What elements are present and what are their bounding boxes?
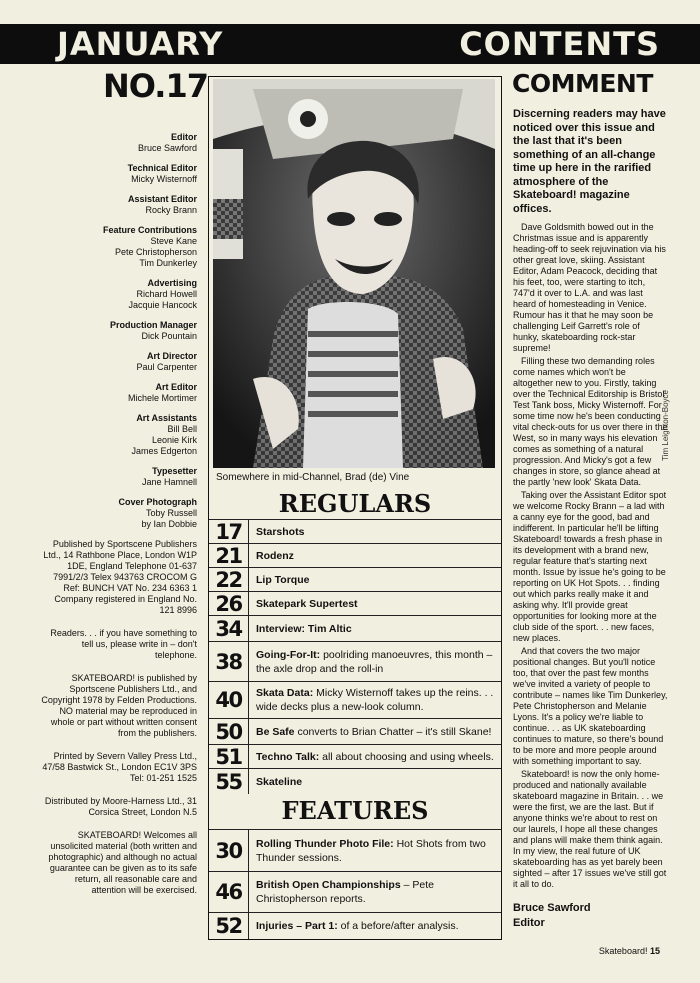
comment-paragraph: Taking over the Assistant Editor spot we welcome Rocky Brann – a lad with a canny eye for the good, bad and indifferent. In particular he'll be lifting Skateboard! towards a fresh phase in its development with a brand new, regular feature that's starting next month. Issue by issue he's going to be reporting on UK Hot Spots. . . finding out which parks really make it and asking why. It'll provide great opportunities for looking more at the club side of the sport. . . new faces, new places. [513,490,667,643]
comment-body [513,222,668,890]
contents-row [209,567,501,591]
page-number: 52 [209,913,249,939]
credit-entry [40,413,197,457]
entry-description: of a before/after analysis. [337,920,459,932]
page-number: 46 [209,872,249,912]
contents-row [209,829,501,871]
contents-entry [249,549,501,563]
skater-photo [213,79,495,468]
entry-description: Micky Wisternoff takes up the reins. . . wide decks plus a new-look column. [256,687,494,713]
credit-role: Technical Editor [127,163,197,173]
entry-title: Rolling Thunder Photo File: [256,837,394,850]
credit-entry [40,466,197,488]
credit-role: Advertising [147,278,197,288]
contents-row [209,543,501,567]
contents-title: CONTENTS [459,25,660,63]
credit-name: Steve Kane [150,236,197,246]
issue-number: NO.17 [103,67,208,105]
credit-name: Toby Russell [145,508,197,518]
entry-description: Hot Shots from two Thunder sessions. [256,837,486,864]
page-number: 22 [209,568,249,591]
entry-title: Going-For-It: [256,648,321,661]
entry-description: all about choosing and using wheels. [319,750,494,763]
contents-row [209,912,501,939]
contents-entry [249,525,501,539]
comment-title: COMMENT [512,69,653,98]
comment-paragraph: Skateboard! is now the only home-produced and nationally available skateboard magazine in Britain. . . we were the first, we are the last. But if anyone thinks we're about to rest on our laurels, I hope all these changes and plans will make them think again. In my view, the real future of UK skateboarding has as yet barely been sighted – after 17 issues we've still got it all to do. [513,769,667,889]
contents-row [209,768,501,794]
publisher-info [40,539,197,896]
contents-row [209,519,501,543]
contents-entry [249,878,501,906]
credit-entry [40,132,197,154]
comment-signature-name: Bruce Sawford [513,902,591,914]
comment-paragraph: Dave Goldsmith bowed out in the Christmas issue and is apparently heading-off to seek rejuvination via his other great love, skiing. Assistant Editor, Adam Peacock, deciding that his feet, too, were starting to itch, 747'd it over to L.A. and was last heard of homesteading in Venice. Rumour has it that he may soon be challenging Leif Garrett's role of hunky, skateboarding rock-star supreme! [513,222,666,353]
cover-photo [213,79,495,468]
entry-title: Lip Torque [256,573,310,586]
credit-entry [40,278,197,311]
credit-entry [40,382,197,404]
credit-entry [40,225,197,269]
page-number: 55 [209,769,249,794]
credit-name: Rocky Brann [145,205,197,215]
page-footer [599,946,660,956]
photo-caption: Somewhere in mid-Channel, Brad (de) Vine [213,468,495,488]
credit-entry [40,351,197,373]
contents-entry [249,573,501,587]
page-number: 34 [209,616,249,641]
page-number: 21 [209,544,249,567]
credit-role: Art Director [146,351,197,361]
contents-row [209,615,501,641]
contents-entry [249,648,501,676]
entry-title: Skateline [256,775,303,788]
contents-entry [249,775,501,789]
entry-title: Techno Talk: [256,750,320,763]
contents-entry [249,750,501,764]
credit-entry [40,194,197,216]
entry-title: Injuries – Part 1: [256,920,338,932]
publisher-paragraph: Published by Sportscene Publishers Ltd., 14 Rathbone Place, London W1P 1DE, England Telephone 01-637 7991/2/3 Telex 943763 CROCOM G Ref: BUNCH VAT No. 234 6363 1 Company registered in England No. 121 8996 [43,539,197,615]
publisher-paragraph: Printed by Severn Valley Press Ltd., 47/58 Bastwick St., London EC1V 3PS Tel: 01-251 1525 [42,751,197,783]
credit-name: James Edgerton [131,446,197,456]
entry-title: Be Safe [256,725,295,738]
comment-signature-role: Editor [513,917,545,929]
footer-page-number: 15 [649,946,660,956]
credit-role: Typesetter [152,466,197,476]
credit-role: Cover Photograph [118,497,197,507]
contents-row [209,871,501,912]
credit-role: Production Manager [109,320,197,330]
entry-title: British Open Championships [256,879,401,891]
credit-name: Tim Dunkerley [139,258,197,268]
publisher-paragraph: Readers. . . if you have something to tell us, please write in – don't telephone. [50,628,197,660]
publisher-paragraph: SKATEBOARD! is published by Sportscene Publishers Ltd., and Copyright 1978 by Felden Productions. NO material may be reproduced in whole or part without written consent from the publishers. [41,673,197,738]
credit-name: Micky Wisternoff [131,174,197,184]
credit-name: Paul Carpenter [136,362,197,372]
comment-lead: Discerning readers may have noticed over this issue and the last that it's been something of an all-change time up here in the rarified atmosphere of the Skateboard! magazine offices. [513,108,666,215]
comment-paragraph: And that covers the two major positional changes. But you'll notice too, that over the past few months we've invited a variety of people to contribute – names like Tim Dunkerley, Pete Christopherson and Melanie Lyons. It's a policy we're liable to continue. . . as UK skateboarding continues to mature, so there's bound to be more and more people around with something important to say. [513,646,668,766]
contents-row [209,641,501,681]
page-number: 50 [209,719,249,744]
credit-role: Art Assistants [136,413,197,423]
entry-description: converts to Brian Chatter – it's still Skane! [294,725,492,738]
page-number: 30 [209,830,249,871]
contents-entry [249,597,501,611]
credit-name: Leonie Kirk [151,435,197,445]
entry-description: poolriding manoeuvres, this month – the axle drop and the roll-in [256,648,493,675]
credit-role: Editor [171,132,197,142]
entry-description: – Pete Christopherson reports. [256,879,434,905]
page-number: 38 [209,642,249,681]
features-heading: FEATURES [281,796,429,825]
page-number: 26 [209,592,249,615]
contents-entry [249,919,501,933]
credits-column [40,132,197,908]
publisher-paragraph: Distributed by Moore-Harness Ltd., 31 Corsica Street, London N.5 [44,796,197,817]
entry-title: Rodenz [256,549,294,562]
contents-entry [249,837,501,865]
credit-role: Feature Contributions [103,225,197,235]
footer-magazine: Skateboard! [598,946,648,956]
contents-entry [249,725,501,739]
contents-entry [249,686,501,714]
contents-entry [249,622,501,636]
regulars-heading: REGULARS [278,489,432,518]
credit-entry [40,497,197,530]
credit-entry [40,320,197,342]
page-number: 40 [209,682,249,718]
credit-role: Assistant Editor [127,194,197,204]
publisher-paragraph: SKATEBOARD! Welcomes all unsolicited material (both written and photographic) and although no actual guarantee can be given as to its safe return, all reasonable care and attention will be exercised. [48,830,197,895]
credit-list [40,132,197,530]
entry-title: Skatepark Supertest [256,597,358,610]
credit-role: Art Editor [155,382,197,392]
contents-row [209,591,501,615]
comment-column [513,108,668,932]
page-number: 51 [209,745,249,768]
credit-name: Pete Christopherson [114,247,197,257]
contents-row [209,744,501,768]
credit-name: Richard Howell [136,289,197,299]
credit-name: Jacquie Hancock [128,300,197,310]
credit-name: Bruce Sawford [137,143,197,153]
page-number: 17 [209,520,249,543]
contents-row [209,718,501,744]
entry-title: Starshots [256,525,305,538]
photo-credit: Tim Leighton-Boyce [661,390,670,461]
credit-name: Michele Mortimer [127,393,197,403]
credit-name: Dick Pountain [141,331,197,341]
credit-name: Jane Hamnell [141,477,197,487]
entry-title: Interview: Tim Altic [256,622,352,635]
credit-name: by Ian Dobbie [141,519,197,529]
contents-row [209,681,501,718]
credit-name: Bill Bell [167,424,197,434]
comment-paragraph: Filling these two demanding roles come names which won't be altogether new to you. Firstly, taking over the Technical Editorship is Bristol Test Tank boss, Micky Wisternoff. For some time now he's been conducting vital check-outs for us over there in the West, so in many ways his elevation comes as something of a natural progression. And Micky's got a few changes in store, so glance ahead at the partly 'new look' Skata Data. [513,356,668,487]
month-title: JANUARY [57,25,224,63]
entry-title: Skata Data: [256,687,314,699]
credit-entry [40,163,197,185]
